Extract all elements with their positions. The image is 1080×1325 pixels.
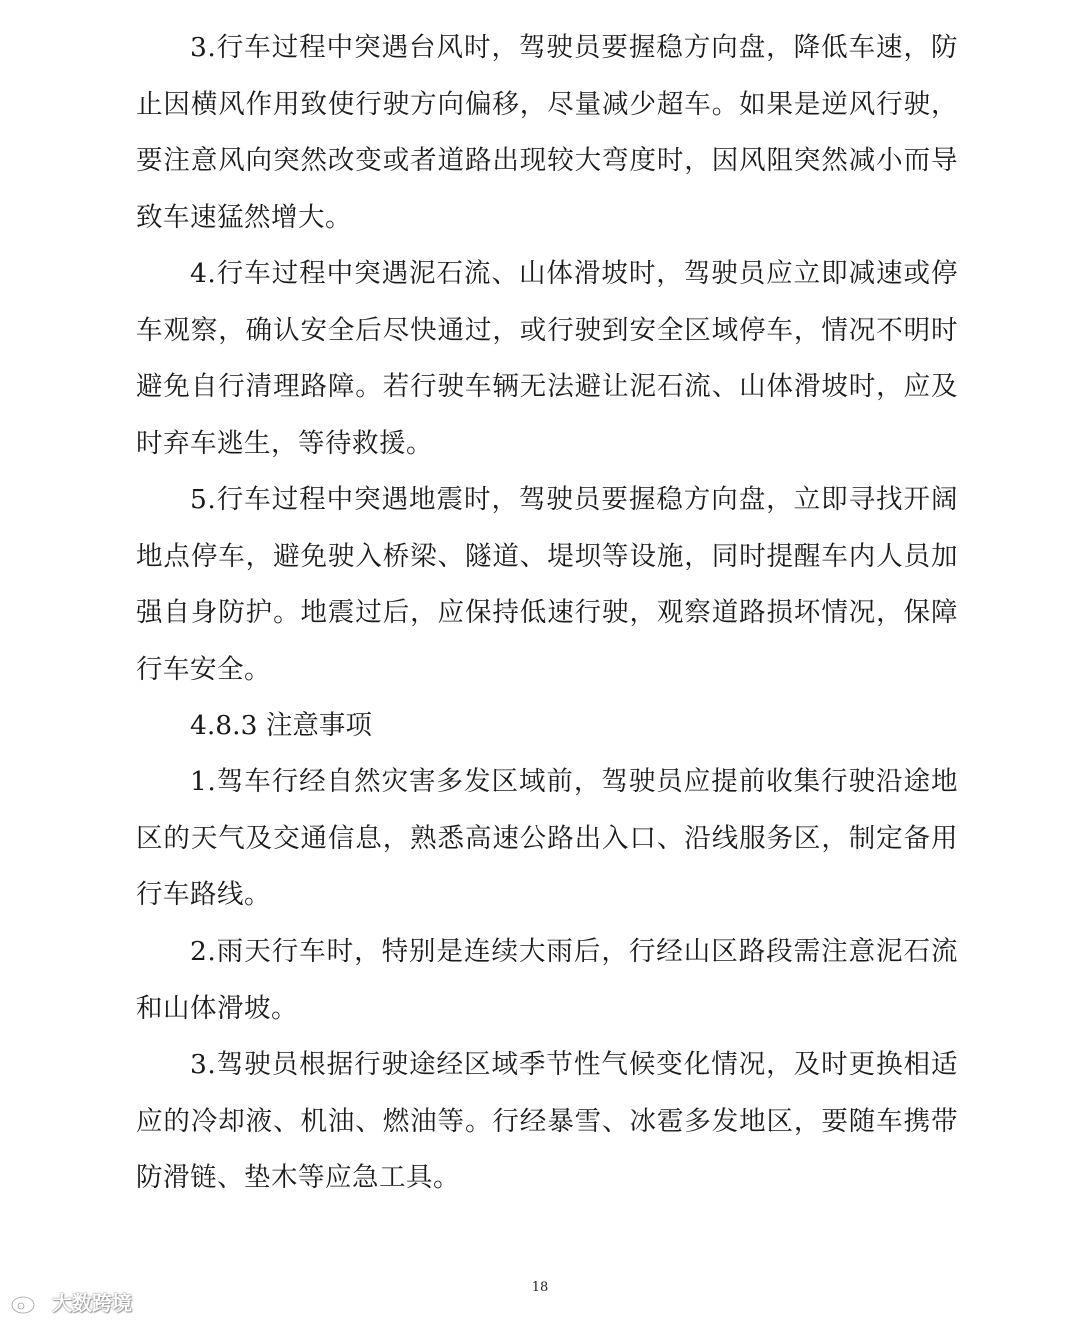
paragraph-text: 行车过程中突遇泥石流、山体滑坡时，驾驶员应立即减速或停车观察，确认安全后尽快通过，或行驶到安全区域停车，情况不明时避免自行清理路障。若行驶车辆无法避让泥石流、山体滑坡时，应及时弃车逃生，等待救援。 [136, 258, 958, 459]
paragraph-earthquake [136, 472, 958, 698]
note-item-3 [136, 1037, 958, 1207]
note-text: 雨天行车时，特别是连续大雨后，行经山区路段需注意泥石流和山体滑坡。 [136, 936, 958, 1024]
note-text: 驾驶员根据行驶途经区域季节性气候变化情况，及时更换相适应的冷却液、机油、燃油等。行经暴雪、冰雹多发地区，要随车携带防滑链、垫木等应急工具。 [136, 1049, 958, 1193]
paragraph-number: 4. [190, 258, 217, 289]
paragraph-number: 5. [190, 484, 217, 515]
note-item-2 [136, 924, 958, 1037]
note-number: 2. [190, 936, 217, 967]
paragraph-text: 行车过程中突遇台风时，驾驶员要握稳方向盘，降低车速，防止因横风作用致使行驶方向偏移，尽量减少超车。如果是逆风行驶，要注意风向突然改变或者道路出现较大弯度时，因风阻突然减小而导致车速猛然增大。 [136, 32, 958, 233]
weibo-logo-icon [10, 1289, 48, 1315]
note-number: 3. [190, 1049, 217, 1080]
paragraph-number: 3. [190, 32, 217, 63]
section-number: 4.8.3 [190, 710, 258, 741]
section-title: 注意事项 [265, 710, 372, 741]
watermark-text: 大数跨境 [52, 1291, 132, 1315]
page-number: 18 [531, 1280, 549, 1295]
note-number: 1. [190, 766, 217, 797]
watermark [10, 1287, 132, 1316]
paragraph-landslide [136, 246, 958, 472]
section-heading [190, 698, 372, 755]
note-item-1 [136, 754, 958, 924]
paragraph-typhoon [136, 20, 958, 246]
paragraph-text: 行车过程中突遇地震时，驾驶员要握稳方向盘，立即寻找开阔地点停车，避免驶入桥梁、隧道、堤坝等设施，同时提醒车内人员加强自身防护。地震过后，应保持低速行驶，观察道路损坏情况，保障行车安全。 [136, 484, 958, 685]
note-text: 驾车行经自然灾害多发区域前，驾驶员应提前收集行驶沿途地区的天气及交通信息，熟悉高速公路出入口、沿线服务区，制定备用行车路线。 [136, 766, 958, 910]
